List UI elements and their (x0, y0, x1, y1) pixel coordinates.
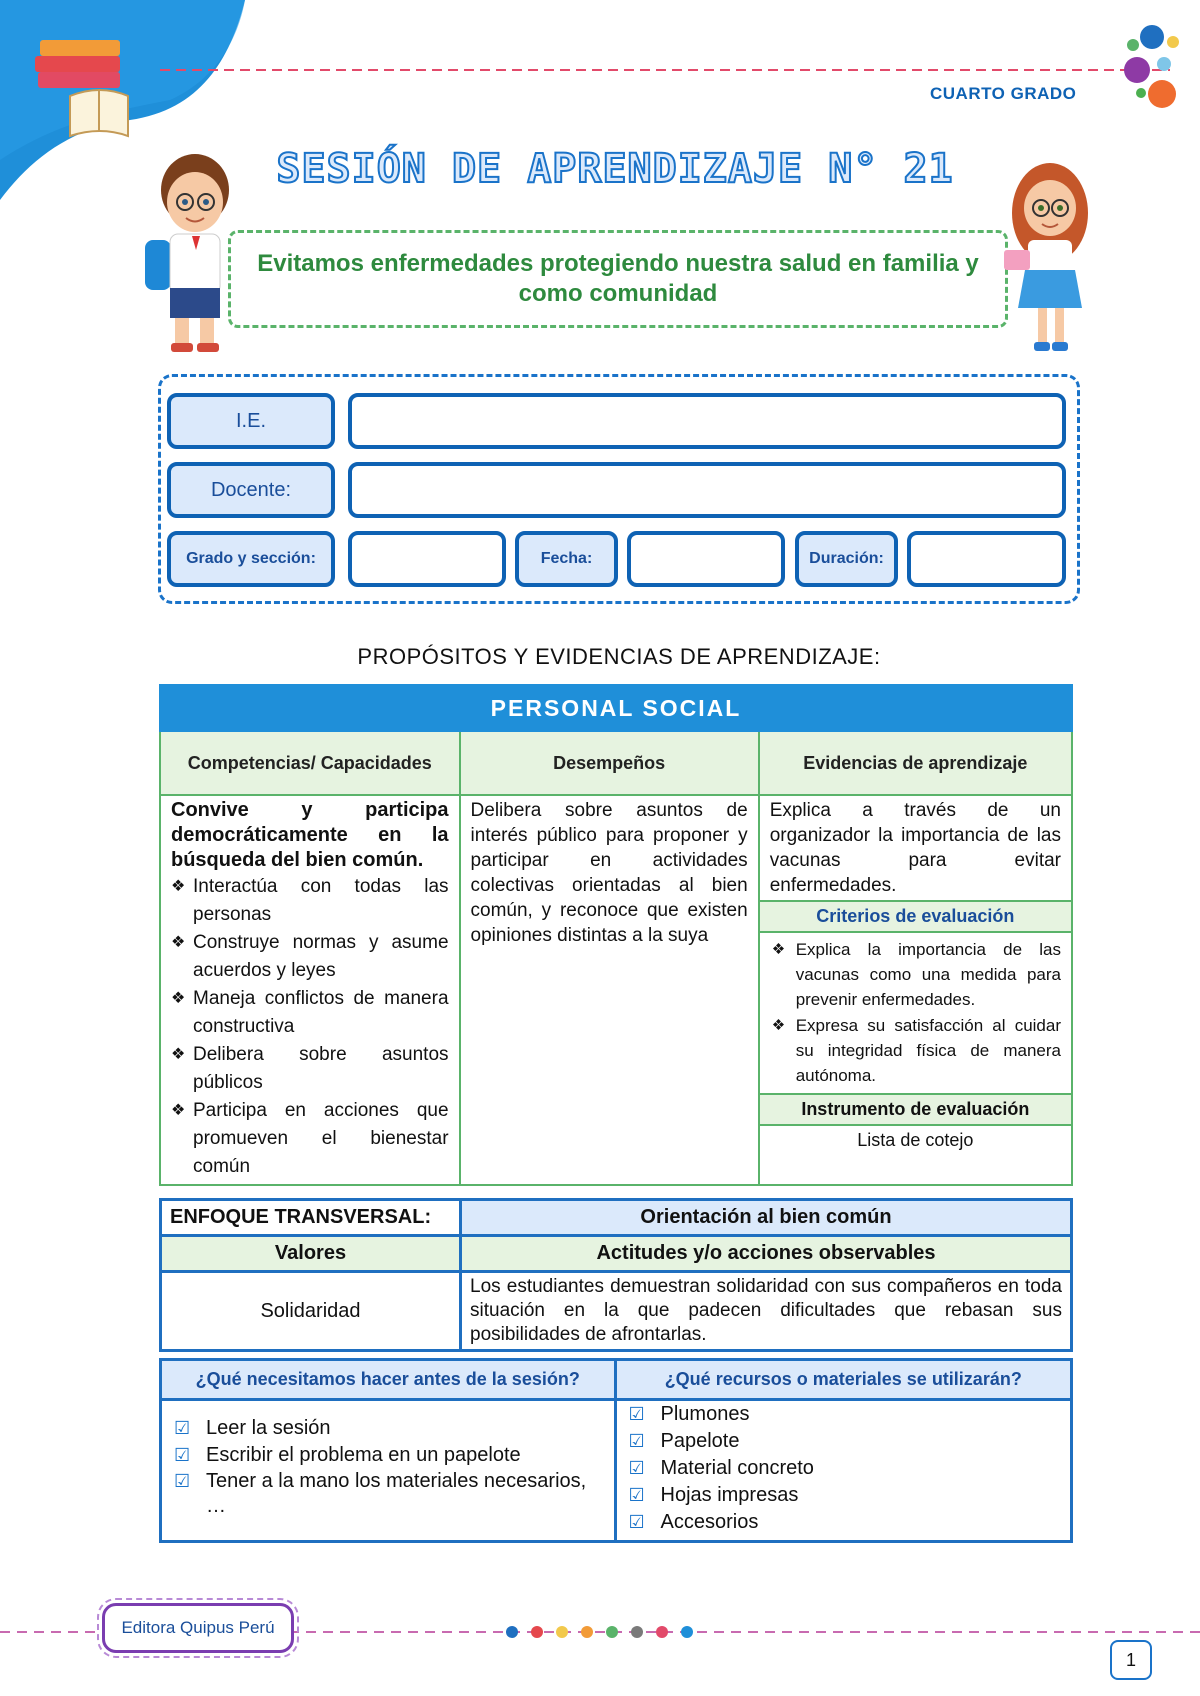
column-header-evidence: Evidencias de aprendizaje (759, 731, 1072, 795)
evidence-cell (759, 795, 1072, 1185)
competency-cell (160, 795, 460, 1185)
list-item: ❖ Delibera sobre asuntos públicos (171, 1041, 449, 1097)
before-session-cell (161, 1400, 616, 1542)
list-item: ❖ Maneja conflictos de manera constructiva (171, 985, 449, 1041)
list-item: ❖ Construye normas y asume acuerdos y leyes (171, 929, 449, 985)
duration-field[interactable] (907, 531, 1066, 587)
transversal-approach-table (159, 1198, 1073, 1352)
date-field[interactable] (627, 531, 785, 587)
grade-label: CUARTO GRADO (930, 84, 1077, 103)
list-item: ❖ Interactúa con todas las personas (171, 873, 449, 929)
column-header-competencies: Competencias/ Capacidades (160, 731, 460, 795)
list-item: ☑ Papelote (625, 1428, 1062, 1455)
action-cell: Los estudiantes demuestran solidaridad con sus compañeros en toda situación en la que padecen dificultades que rebasan sus posibilidades de afrontarlas. (461, 1272, 1072, 1351)
list-item: ❖ Participa en acciones que promueven el bienestar común (171, 1097, 449, 1181)
criteria-list (760, 933, 1071, 1093)
grade-section-field[interactable] (348, 531, 506, 587)
list-item: ☑ Accesorios (625, 1509, 1062, 1536)
list-item: ☑ Leer la sesión (170, 1415, 606, 1442)
resources-cell (615, 1400, 1071, 1542)
page-number: 1 (1110, 1640, 1152, 1680)
purposes-table (159, 684, 1073, 1186)
capacities-list (171, 873, 449, 1181)
page-title: SESIÓN DE APRENDIZAJE N° 21 (276, 146, 954, 192)
list-item: ❖ Explica la importancia de las vacunas como una medida para prevenir enfermedades. (768, 937, 1061, 1012)
section-heading: PROPÓSITOS Y EVIDENCIAS DE APRENDIZAJE: (357, 644, 881, 669)
session-topic: Evitamos enfermedades protegiendo nuestra salud en familia y como comunidad (257, 250, 979, 307)
column-header-performance: Desempeños (460, 731, 759, 795)
list-item: ☑ Escribir el problema en un papelote (170, 1442, 606, 1469)
criteria-title: Criterios de evaluación (760, 900, 1071, 933)
session-topic-box (228, 230, 1008, 328)
list-item: ☑ Material concreto (625, 1455, 1062, 1482)
instrument-title: Instrumento de evaluación (760, 1093, 1071, 1126)
ie-label: I.E. (167, 393, 335, 449)
list-item: ☑ Tener a la mano los materiales necesarios, … (170, 1469, 606, 1519)
date-label: Fecha: (515, 531, 618, 587)
before-session-list (162, 1401, 614, 1523)
duration-label: Duración: (795, 531, 898, 587)
publisher-badge: Editora Quipus Perú (102, 1603, 294, 1653)
approach-name: Orientación al bien común (461, 1200, 1072, 1236)
before-session-header: ¿Qué necesitamos hacer antes de la sesión? (161, 1360, 616, 1400)
competency-title: Convive y participa democráticamente en la búsqueda del bien común. (171, 799, 449, 871)
area-header: PERSONAL SOCIAL (160, 685, 1072, 731)
girl-student-illustration (1000, 158, 1100, 358)
resources-header: ¿Qué recursos o materiales se utilizarán? (615, 1360, 1071, 1400)
approach-label: ENFOQUE TRANSVERSAL: (161, 1200, 461, 1236)
values-header: Valores (161, 1236, 461, 1272)
preparation-table (159, 1358, 1073, 1543)
teacher-field[interactable] (348, 462, 1066, 518)
grade-section-label: Grado y sección: (167, 531, 335, 587)
list-item: ☑ Hojas impresas (625, 1482, 1062, 1509)
actions-header: Actitudes y/o acciones observables (461, 1236, 1072, 1272)
colored-dots-decoration (1115, 20, 1200, 120)
performance-cell: Delibera sobre asuntos de interés público para proponer y participar en actividades colectivas orientadas al bien común, y reconoce que existen opiniones distintas a la suya (460, 795, 759, 1185)
evidence-text: Explica a través de un organizador la importancia de las vacunas para evitar enfermedades. (769, 800, 1061, 896)
instrument-value: Lista de cotejo (857, 1130, 974, 1150)
teacher-label: Docente: (167, 462, 335, 518)
value-cell: Solidaridad (161, 1272, 461, 1351)
list-item: ☑ Plumones (625, 1401, 1062, 1428)
ie-field[interactable] (348, 393, 1066, 449)
list-item: ❖ Expresa su satisfacción al cuidar su integridad física de manera autónoma. (768, 1013, 1061, 1088)
resources-list (617, 1401, 1070, 1540)
